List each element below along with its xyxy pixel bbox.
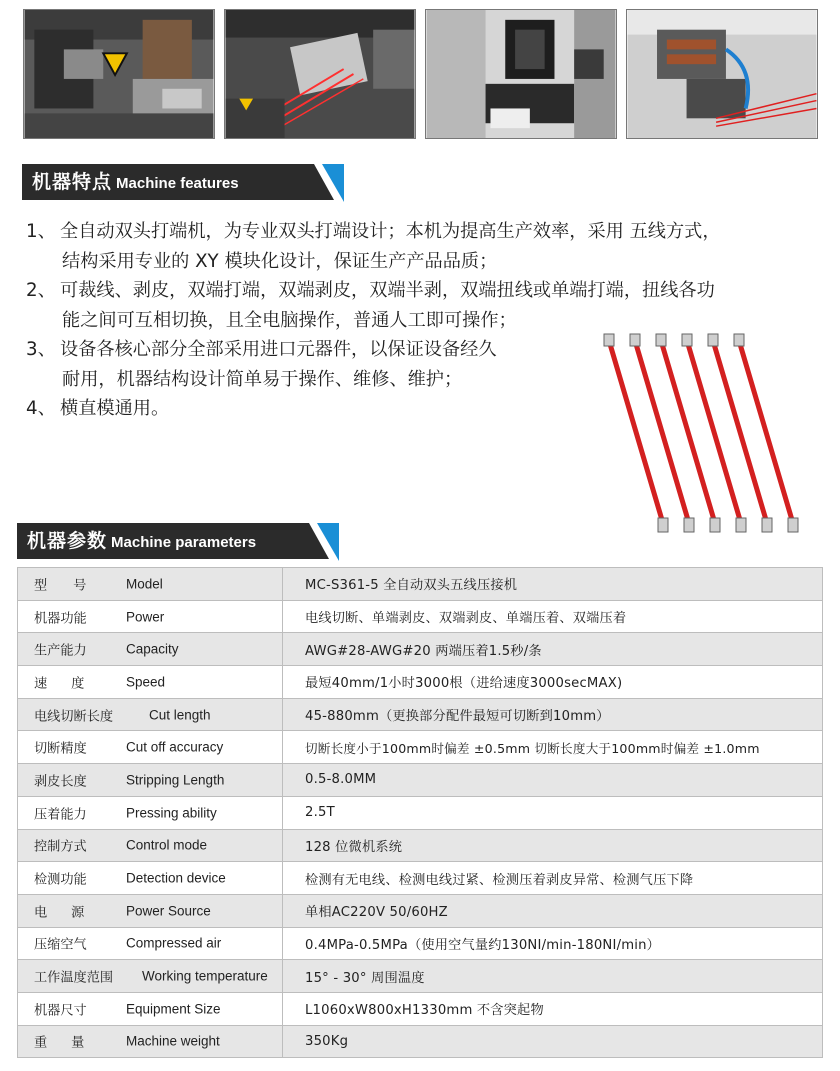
table-row <box>18 600 823 633</box>
photo-crimping-press <box>425 9 617 139</box>
param-value: 单相AC220V 50/60HZ <box>283 894 823 927</box>
param-label-en: Model <box>126 576 163 592</box>
param-value: L1060xW800xH1330mm 不含突起物 <box>283 992 823 1025</box>
crimped-wires-illustration <box>598 330 818 540</box>
crimped-wire-icon <box>604 334 668 532</box>
feature-item-1 <box>26 217 826 276</box>
param-value: 切断长度小于100mm时偏差 ±0.5mm 切断长度大于100mm时偏差 ±1.0mm <box>283 731 823 764</box>
param-label-en: Machine weight <box>126 1033 220 1049</box>
crimping-press-icon <box>426 10 616 138</box>
param-label-en: Power <box>126 609 165 625</box>
table-row <box>18 731 823 764</box>
param-label-cn: 电源 <box>34 905 109 921</box>
param-label-cn: 重量 <box>34 1035 109 1051</box>
table-row <box>18 927 823 960</box>
param-label-cn: 生产能力 <box>34 643 87 659</box>
param-label-en: Detection device <box>126 870 226 886</box>
param-label-en: Power Source <box>126 903 211 919</box>
param-value: 0.4MPa-0.5MPa（使用空气量约130NI/min-180NI/min） <box>283 927 823 960</box>
param-label-en: Compressed air <box>126 935 222 951</box>
params-header-cn: 机器参数 <box>27 530 108 552</box>
feature-number: 4、 <box>26 398 56 419</box>
param-label-cn: 电线切断长度 <box>34 709 114 725</box>
crimped-wire-icon <box>708 334 772 532</box>
param-value: 45-880mm（更换部分配件最短可切断到10mm） <box>283 698 823 731</box>
param-label-cn: 剥皮长度 <box>34 774 87 790</box>
feature-line: 可裁线、剥皮，双端打端，双端剥皮，双端半剥，双端扭线或单端打端，扭线各功 <box>60 280 715 301</box>
features-header-cn: 机器特点 <box>32 171 113 193</box>
photo-machine-closeup <box>23 9 215 139</box>
param-label-cn: 切断精度 <box>34 741 87 757</box>
crimped-wire-icon <box>656 334 720 532</box>
param-label-cn: 控制方式 <box>34 839 87 855</box>
table-row <box>18 1025 823 1058</box>
table-row <box>18 796 823 829</box>
params-header-en: Machine parameters <box>111 534 257 551</box>
table-row <box>18 698 823 731</box>
table-row <box>18 992 823 1025</box>
table-row <box>18 894 823 927</box>
table-row <box>18 829 823 862</box>
param-value: 0.5-8.0MM <box>283 764 823 797</box>
params-section-header <box>17 523 337 561</box>
table-row <box>18 862 823 895</box>
param-label-cn: 压着能力 <box>34 807 87 823</box>
table-row <box>18 633 823 666</box>
param-value: 电线切断、单端剥皮、双端剥皮、单端压着、双端压着 <box>283 600 823 633</box>
features-section-header <box>22 164 342 202</box>
feature-line: 结构采用专业的 XY 模块化设计，保证生产产品品质； <box>62 250 498 272</box>
param-value: 最短40mm/1小时3000根（进给速度3000secMAX) <box>283 666 823 699</box>
param-value: 2.5T <box>283 796 823 829</box>
crimped-wire-icon <box>734 334 798 532</box>
feature-line: 耐用，机器结构设计简单易于操作、维修、维护； <box>62 368 463 390</box>
param-label-cn: 机器功能 <box>34 611 87 627</box>
param-label-en: Cut length <box>149 707 211 723</box>
photo-twisting-unit <box>626 9 818 139</box>
param-value: 15° - 30° 周围温度 <box>283 960 823 993</box>
feature-number: 3、 <box>26 339 56 360</box>
params-table <box>17 567 823 1058</box>
param-value: 128 位微机系统 <box>283 829 823 862</box>
features-header-label <box>32 164 239 200</box>
param-label-en: Capacity <box>126 641 179 657</box>
wire-feeder-icon <box>225 10 415 138</box>
table-row <box>18 568 823 601</box>
param-label-en: Pressing ability <box>126 805 217 821</box>
param-label-cn: 型号 <box>34 578 113 594</box>
param-value: MC-S361-5 全自动双头五线压接机 <box>283 568 823 601</box>
param-label-en: Equipment Size <box>126 1001 221 1017</box>
param-label-cn: 压缩空气 <box>34 937 87 953</box>
machine-closeup-icon <box>24 10 214 138</box>
param-label-cn: 检测功能 <box>34 872 87 888</box>
feature-line: 全自动双头打端机，为专业双头打端设计；本机为提高生产效率，采用 五线方式， <box>60 221 721 242</box>
twisting-unit-icon <box>627 10 817 138</box>
feature-number: 2、 <box>26 280 56 301</box>
photo-wire-feeder <box>224 9 416 139</box>
feature-line: 设备各核心部分全部采用进口元器件，以保证设备经久 <box>60 339 497 360</box>
param-label-cn: 工作温度范围 <box>34 970 114 986</box>
table-row <box>18 960 823 993</box>
feature-item-2 <box>26 276 826 335</box>
crimped-wire-icon <box>682 334 746 532</box>
features-header-en: Machine features <box>116 175 239 192</box>
param-label-en: Cut off accuracy <box>126 739 224 755</box>
param-label-cn: 机器尺寸 <box>34 1003 87 1019</box>
crimped-wire-icon <box>630 334 694 532</box>
param-value: 检测有无电线、检测电线过紧、检测压着剥皮异常、检测气压下降 <box>283 862 823 895</box>
param-label-en: Speed <box>126 674 166 690</box>
feature-line: 能之间可互相切换，且全电脑操作，普通人工即可操作； <box>62 309 517 331</box>
table-row <box>18 764 823 797</box>
params-header-label <box>27 523 256 559</box>
feature-number: 1、 <box>26 221 56 242</box>
table-row <box>18 666 823 699</box>
param-label-en: Stripping Length <box>126 772 225 788</box>
param-value: 350Kg <box>283 1025 823 1058</box>
feature-line: 横直模通用。 <box>60 398 170 419</box>
param-label-en: Control mode <box>126 837 208 853</box>
param-value: AWG#28-AWG#20 两端压着1.5秒/条 <box>283 633 823 666</box>
param-label-cn: 速度 <box>34 676 109 692</box>
param-label-en: Working temperature <box>142 968 268 984</box>
